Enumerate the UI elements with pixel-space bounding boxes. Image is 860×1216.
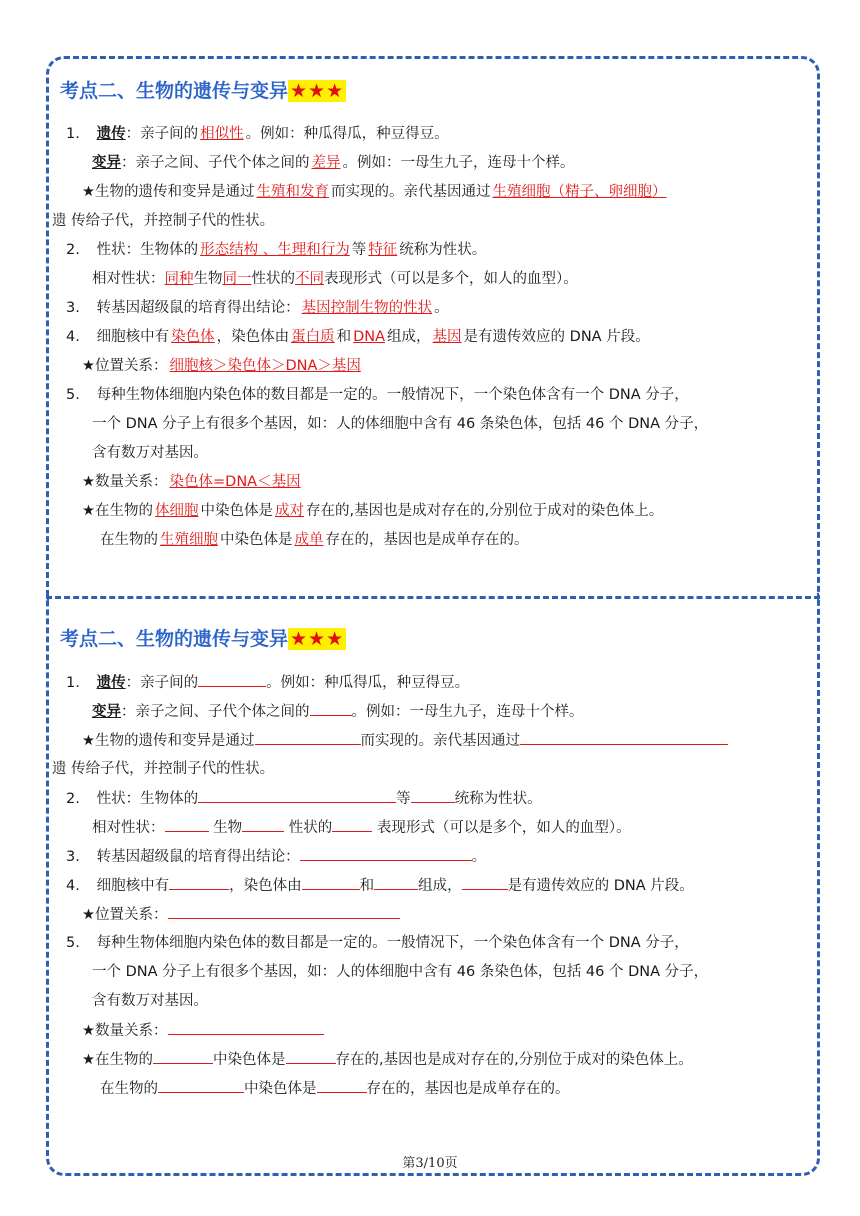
item-5-chromosomes: 5. 每种生物体细胞内染色体的数目都是一定的。一般情况下，一个染色体含有一个 DNA 分子，	[66, 935, 689, 951]
fill-blank[interactable]	[411, 784, 455, 803]
item-2-traits: 2. 性状：生物体的 形态结构 、生理和行为 等 特征 统称为性状。	[66, 242, 487, 258]
star-note-reproduction: ★生物的遗传和变异是通过 而实现的。亲代基因通过	[60, 726, 810, 755]
item-1-heredity: 1. 遗传：亲子间的 相似性 。例如：种瓜得瓜，种豆得豆。	[66, 126, 449, 142]
item-1-variation: 变异：亲子之间、子代个体之间的 差异 。例如：一母生九子，连母十个样。	[92, 155, 575, 171]
fill-blank[interactable]	[520, 726, 728, 745]
item-5-line-3: 含有数万对基因。	[92, 993, 208, 1009]
item-3-transgenic: 3. 转基因超级鼠的培育得出结论： 。	[60, 842, 810, 871]
section-title: 考点二、生物的遗传与变异 ★★★	[60, 628, 345, 650]
fill-blank[interactable]	[168, 1016, 324, 1035]
page-number: 第3/10页	[402, 1156, 458, 1171]
fill-blank[interactable]	[153, 1045, 213, 1064]
fill-blank[interactable]	[374, 871, 418, 890]
fill-blank[interactable]	[198, 668, 266, 687]
fill-blank[interactable]	[286, 1045, 336, 1064]
item-2-traits: 2. 性状：生物体的 等 统称为性状。	[60, 784, 810, 813]
position-relation: ★位置关系：	[60, 900, 810, 929]
fill-blank[interactable]	[242, 813, 284, 832]
star-rating: ★★★	[290, 80, 345, 102]
quantity-relation: ★数量关系： 染色体=DNA＜基因	[82, 474, 301, 490]
item-4-nucleus: 4. 细胞核中有 ，染色体由 和 组成， 是有遗传效应的 DNA 片段。	[60, 871, 810, 900]
fill-blank[interactable]	[169, 871, 229, 890]
item-5-line-2: 一个 DNA 分子上有很多个基因，如：人的体细胞中含有 46 条染色体，包括 46 个 DNA 分子，	[92, 416, 709, 432]
item-5-line-2: 一个 DNA 分子上有很多个基因，如：人的体细胞中含有 46 条染色体，包括 46 个 DNA 分子，	[92, 964, 709, 980]
item-5-chromosomes: 5. 每种生物体细胞内染色体的数目都是一定的。一般情况下，一个染色体含有一个 DNA 分子，	[66, 387, 689, 403]
fill-blank[interactable]	[168, 900, 400, 919]
fill-blank[interactable]	[462, 871, 508, 890]
germ-cell-note: 在生物的 生殖细胞 中染色体是 成单 存在的，基因也是成单存在的。	[100, 532, 529, 548]
fill-blank[interactable]	[158, 1074, 244, 1093]
somatic-cell-note: ★在生物的 体细胞 中染色体是 成对 存在的,基因也是成对存在的,分别位于成对的染色体上。	[82, 503, 664, 519]
relative-traits: 相对性状： 生物 性状的 表现形式（可以是多个，如人的血型）。	[60, 813, 810, 842]
item-1-variation: 变异：亲子之间、子代个体之间的 。例如：一母生九子，连母十个样。	[60, 697, 810, 726]
quantity-relation: ★数量关系：	[60, 1016, 810, 1045]
star-rating: ★★★	[290, 628, 345, 650]
fill-blank[interactable]	[255, 726, 361, 745]
position-relation: ★位置关系： 细胞核＞染色体＞DNA＞基因	[82, 358, 361, 374]
fill-blank[interactable]	[302, 871, 360, 890]
continuation-line: 遗 传给子代，并控制子代的性状。	[52, 213, 275, 229]
relative-traits: 相对性状：同种生物同一性状的不同表现形式（可以是多个，如人的血型）。	[92, 271, 578, 287]
fill-blank[interactable]	[198, 784, 396, 803]
item-5-line-3: 含有数万对基因。	[92, 445, 208, 461]
answer-section	[52, 74, 810, 555]
fill-blank[interactable]	[317, 1074, 367, 1093]
fill-blank[interactable]	[165, 813, 209, 832]
section-title: 考点二、生物的遗传与变异 ★★★	[60, 80, 345, 102]
item-4-nucleus: 4. 细胞核中有 染色体 ，染色体由 蛋白质 和 DNA 组成， 基因 是有遗传效应的 DNA 片段。	[66, 329, 650, 345]
item-3-transgenic: 3. 转基因超级鼠的培育得出结论： 基因控制生物的性状 。	[66, 300, 449, 316]
germ-cell-note: 在生物的 中染色体是 存在的，基因也是成单存在的。	[60, 1074, 810, 1103]
somatic-cell-note: ★在生物的 中染色体是 存在的,基因也是成对存在的,分别位于成对的染色体上。	[60, 1045, 810, 1074]
fill-blank[interactable]	[300, 842, 472, 861]
fill-blank[interactable]	[332, 813, 372, 832]
continuation-line: 遗 传给子代，并控制子代的性状。	[52, 761, 275, 777]
blank-section	[52, 622, 810, 1103]
item-1-heredity: 1. 遗传：亲子间的 。例如：种瓜得瓜，种豆得豆。	[60, 668, 810, 697]
fill-blank[interactable]	[310, 697, 352, 716]
star-note-reproduction: ★生物的遗传和变异是通过 生殖和发育 而实现的。亲代基因通过 生殖细胞（精子、卵细胞）	[82, 184, 667, 200]
